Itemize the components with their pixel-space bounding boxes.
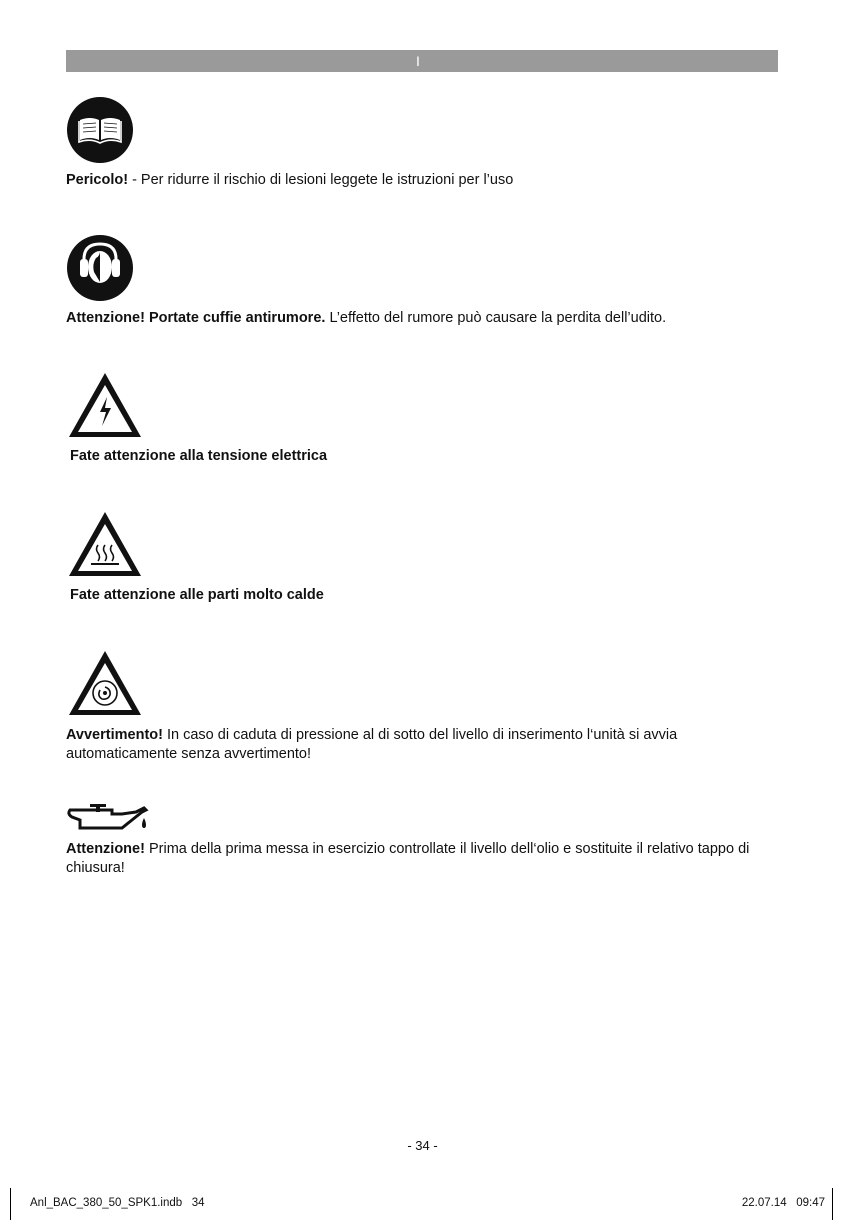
section-read-manual-text (66, 171, 778, 190)
oil-can-icon (66, 800, 150, 834)
section-electric-text (70, 447, 782, 466)
section-6-text: Prima della prima messa in esercizio controllate il livello dell‘olio e sostituite il relativo tappo di chiusura! (66, 841, 750, 876)
read-manual-icon (66, 96, 134, 164)
section-oil-text (66, 840, 778, 878)
section-hot-surface-text (70, 586, 782, 605)
section-2-bold: Attenzione! Portate cuffie antirumore. (66, 310, 326, 326)
section-4-bold: Fate attenzione alle parti molto calde (70, 587, 324, 603)
footer-date-time: 22.07.14 09:47 (741, 1197, 825, 1209)
page-number: - 34 - (407, 1138, 438, 1153)
automatic-start-warning-icon (66, 648, 144, 718)
crop-mark-left (10, 1188, 11, 1220)
section-5-bold: Avvertimento! (66, 727, 163, 743)
section-5-text: In caso di caduta di pressione al di sotto del livello di inserimento l‘unità si avvia automaticamente senza avvertimento! (66, 727, 678, 762)
header-marker: I (416, 53, 420, 69)
section-1-text: - Per ridurre il rischio di lesioni leggete le istruzioni per l’uso (128, 172, 514, 188)
crop-mark-right (832, 1188, 833, 1220)
section-2-text: L’effetto del rumore può causare la perdita dell’udito. (325, 310, 667, 326)
footer-file-name: Anl_BAC_380_50_SPK1.indb 34 (30, 1197, 205, 1209)
ear-protection-icon (66, 234, 134, 302)
section-automatic-start-text (66, 726, 778, 764)
section-3-bold: Fate attenzione alla tensione elettrica (70, 448, 328, 464)
hot-surface-warning-icon (66, 509, 144, 579)
electric-voltage-warning-icon (66, 370, 144, 440)
header-bar (66, 50, 778, 72)
section-ear-protection-text (66, 309, 778, 328)
section-1-bold: Pericolo! (66, 172, 129, 188)
section-6-bold: Attenzione! (66, 841, 145, 857)
